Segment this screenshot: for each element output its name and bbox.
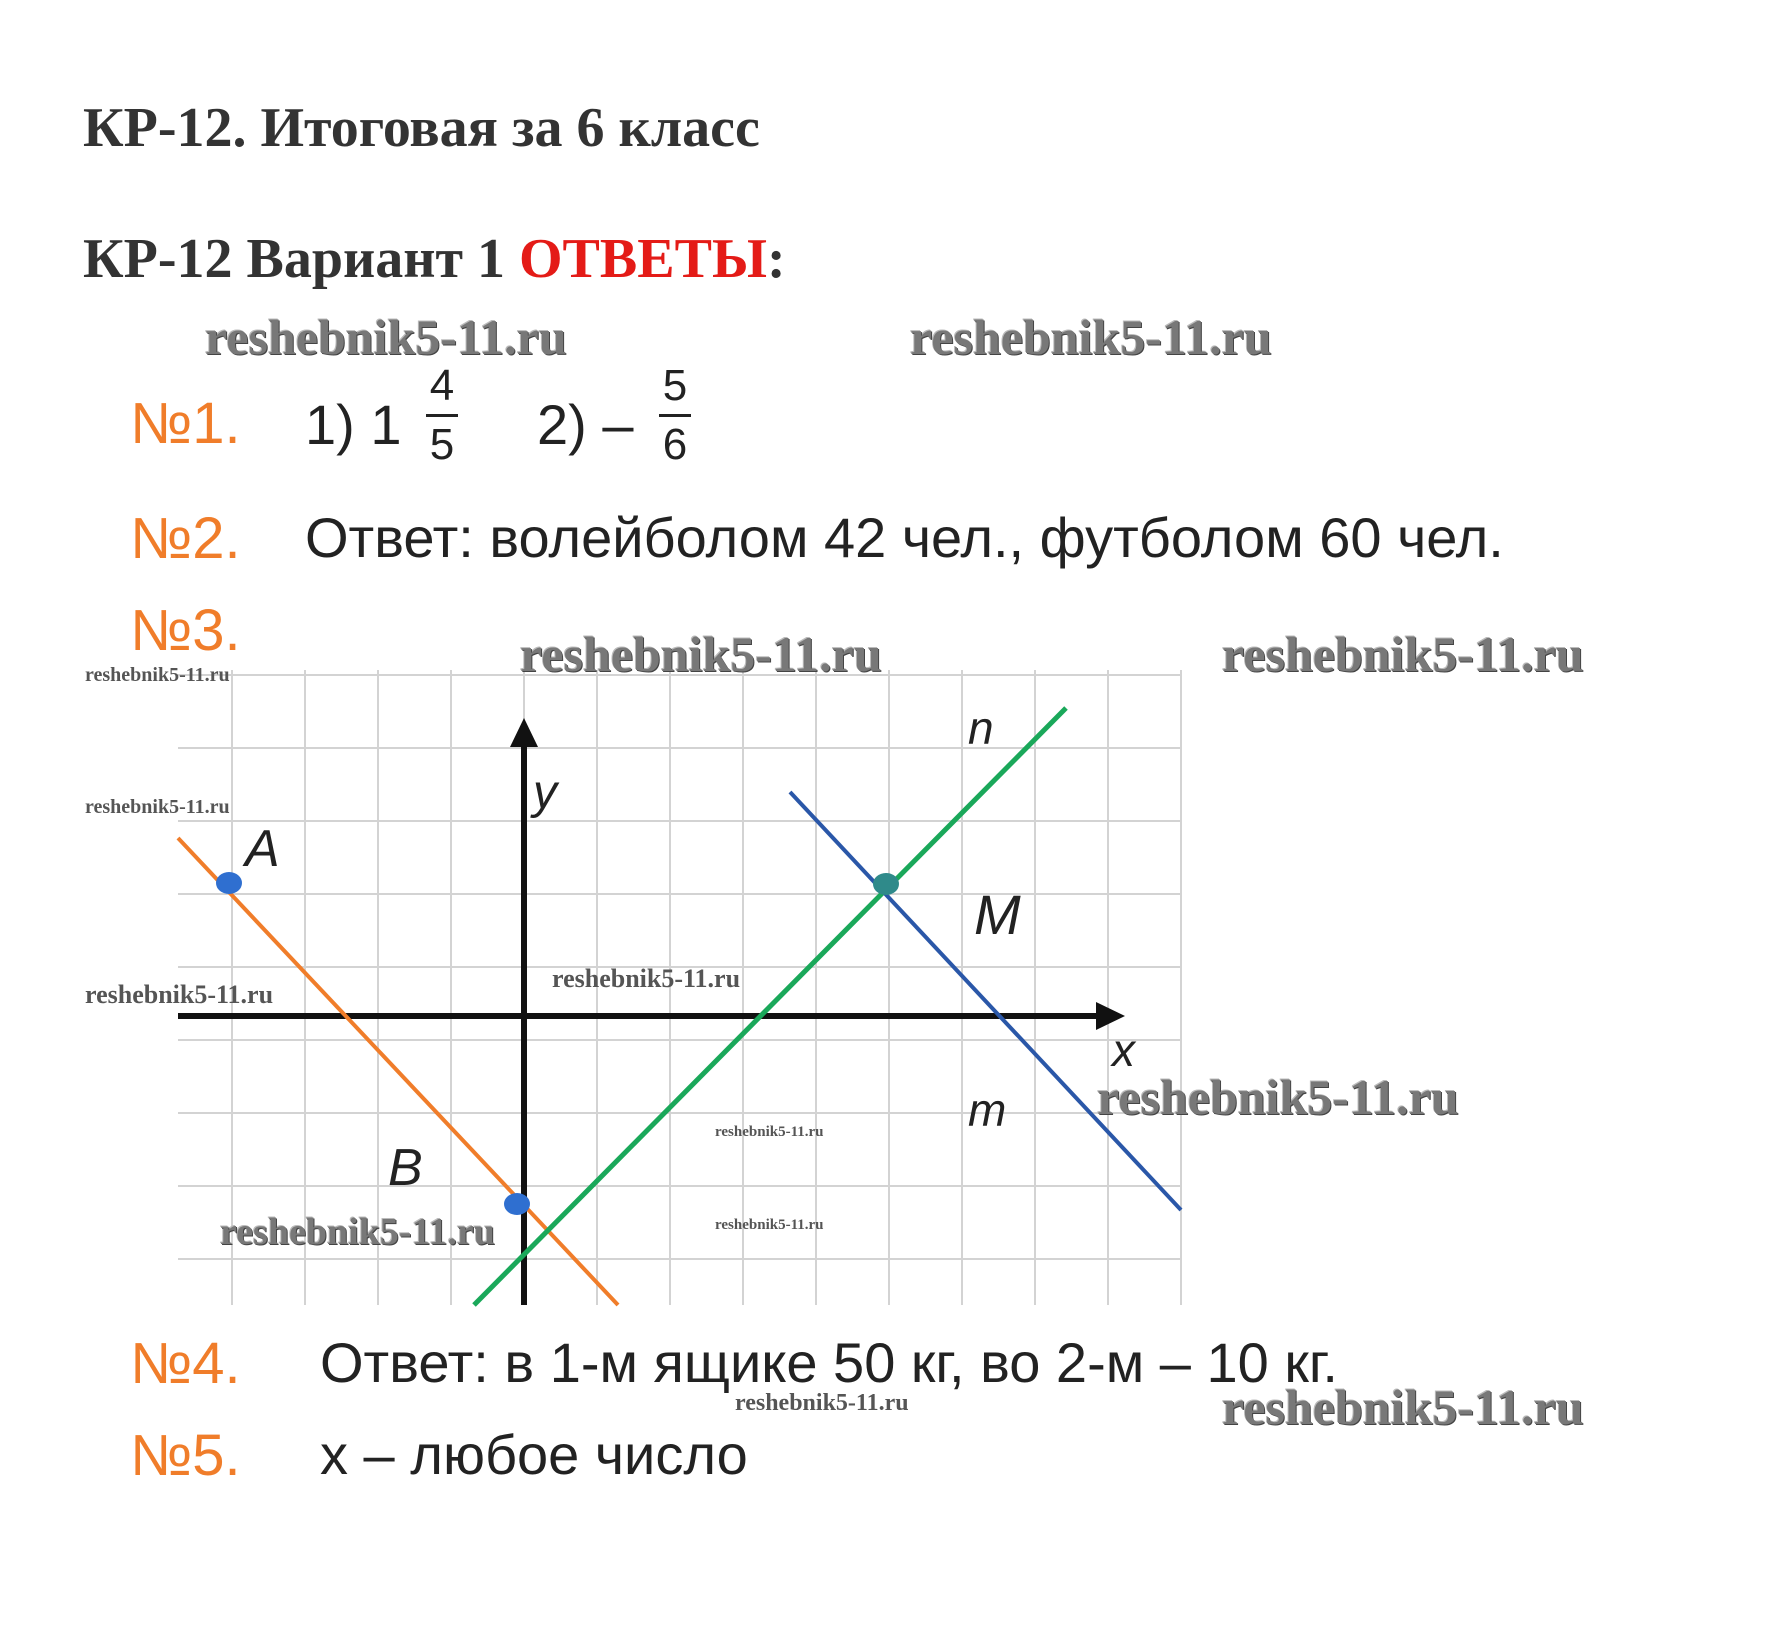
fraction-denominator: 6	[662, 420, 688, 469]
point-m-label: M	[974, 883, 1021, 946]
task-4-label: №4.	[130, 1331, 241, 1396]
task-5-answer: x – любое число	[320, 1423, 748, 1486]
watermark: reshebnik5-11.ru	[552, 964, 741, 993]
page-title: КР-12. Итоговая за 6 класс	[83, 97, 760, 159]
watermark: reshebnik5-11.ru	[715, 1217, 824, 1233]
task-4-answer: Ответ: в 1-м ящике 50 кг, во 2-м – 10 кг.	[320, 1331, 1338, 1394]
answers-word: ОТВЕТЫ	[519, 228, 767, 290]
line-n	[474, 708, 1066, 1305]
watermark: reshebnik5-11.ru	[735, 1390, 909, 1416]
watermark: reshebnik5-11.ru	[910, 309, 1272, 365]
task-5-label: №5.	[130, 1423, 241, 1488]
watermark: reshebnik5-11.ru	[85, 664, 230, 686]
point-a-label: A	[245, 820, 280, 878]
task-1-part2-prefix: 2) –	[537, 393, 634, 456]
task-2-label: №2.	[130, 506, 241, 571]
task-1-part1-prefix: 1) 1	[305, 393, 402, 456]
fraction-numerator: 5	[662, 361, 688, 410]
point-b	[504, 1193, 530, 1215]
line-m-label: m	[968, 1084, 1007, 1136]
point-m	[873, 873, 899, 895]
watermark: reshebnik5-11.ru	[85, 980, 274, 1009]
watermark: reshebnik5-11.ru	[520, 626, 882, 682]
watermark: reshebnik5-11.ru	[205, 309, 567, 365]
variant-colon: :	[766, 228, 786, 290]
point-a	[216, 872, 242, 894]
y-axis-label: y	[533, 766, 557, 819]
watermark: reshebnik5-11.ru	[1222, 1379, 1584, 1435]
fraction-numerator: 4	[429, 361, 455, 410]
watermark: reshebnik5-11.ru	[220, 1211, 495, 1253]
task-1-label: №1.	[130, 391, 241, 456]
watermark: reshebnik5-11.ru	[1222, 626, 1584, 682]
x-axis-label: x	[1112, 1024, 1135, 1076]
watermark: reshebnik5-11.ru	[85, 796, 230, 818]
task-2-answer: Ответ: волейболом 42 чел., футболом 60 чел.	[305, 506, 1504, 569]
variant-prefix: КР-12 Вариант 1	[83, 228, 519, 290]
y-axis-arrow-icon	[510, 718, 538, 747]
point-b-label: B	[388, 1139, 423, 1197]
watermark: reshebnik5-11.ru	[1097, 1069, 1459, 1125]
fraction-denominator: 5	[429, 420, 455, 469]
task-3-label: №3.	[130, 598, 241, 663]
line-n-label: n	[968, 702, 994, 754]
watermark: reshebnik5-11.ru	[715, 1124, 824, 1140]
line-m	[790, 792, 1181, 1210]
